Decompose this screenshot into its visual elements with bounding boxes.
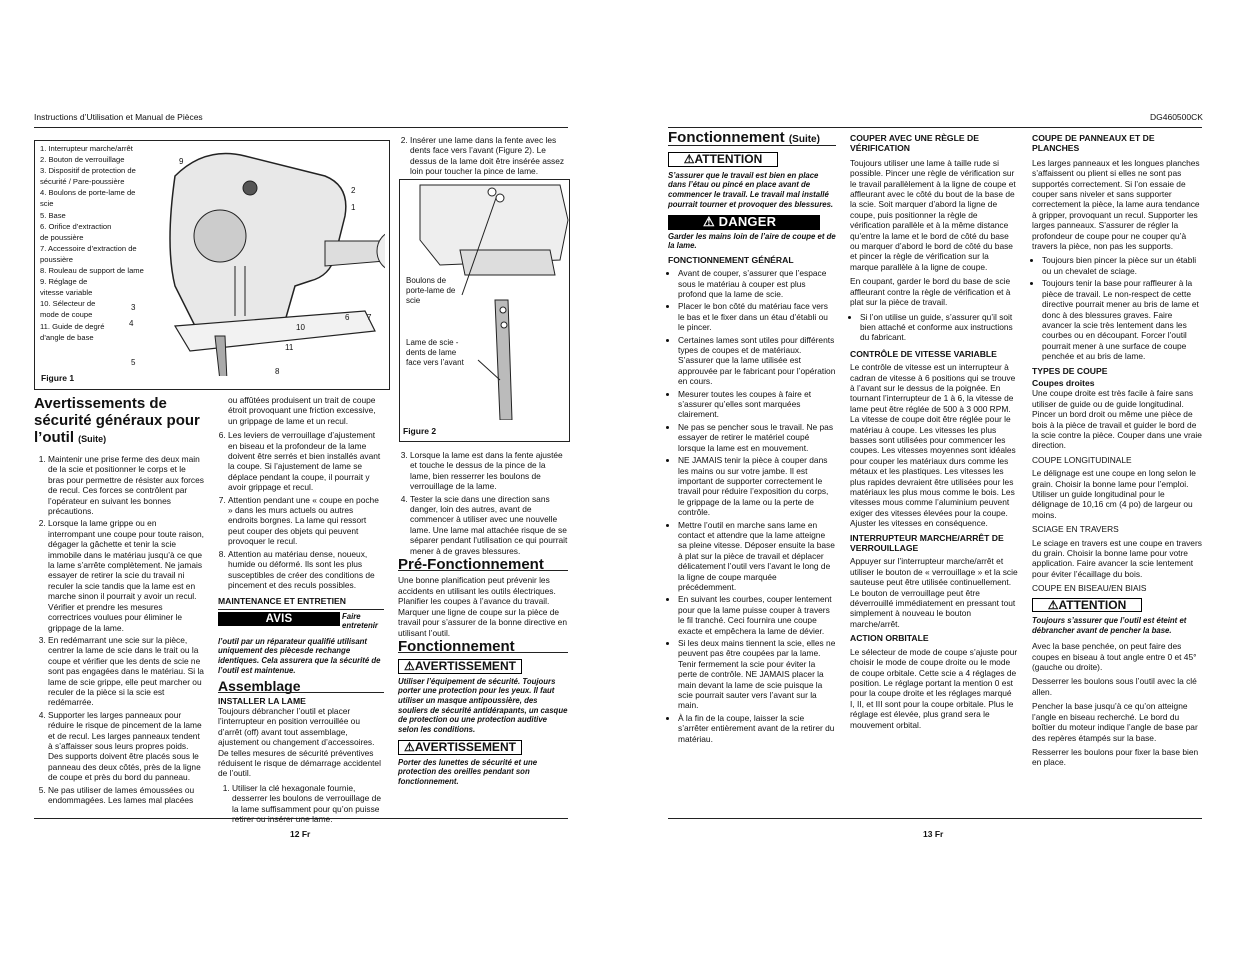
callout-11: 11 xyxy=(285,343,294,352)
col3-bottom: 3. Lorsque la lame est dans la fente ajustée et touche le dessus de la pince de la lame, bien resserrer les boulons de verrouillage de la lame. 4. Tester la scie dans une direction sans danger, loin des autres, avant de commencer à utiliser avec une nouvelle lame. Une lame mal attachée risque de se séparer pendant l’utilisation ce qui pourrait mener à de graves blessures. Pré-Fonctionnement Une bonne planification peut prévenir les accidents en utilisant les outils électriques. Planifier les coupes à l’avance du travail. Marquer une ligne de coupe sur la pièce de travail pour s’assurer de la bonne directive en utilisant l’outil. Fonctionnement ⚠AVERTISSEMENT Utiliser l’équipement de sécurité. Toujours porter une protection pour les yeux. Il faut utiliser un masque antipoussière, des souliers de sécurité antidérapants, un casque de protection ou une protection auditive selon les conditions. ⚠AVERTISSEMENT Porter des lunettes de sécurité et une protection des oreilles pendant son fonctionnement. xyxy=(398,450,568,786)
inter-title: INTERRUPTEUR MARCHE/ARRÊT DE VERROUILLAGE xyxy=(850,532,1004,554)
installer-steps: 1. Utiliser la clé hexagonale fournie, desserrer les boulons de verrouillage de la lame suffisamment pour qu’on puisse xyxy=(218,783,384,825)
avis-badge: AVIS xyxy=(218,612,340,626)
longi-title: COUPE LONGITUDINALE xyxy=(1032,454,1132,465)
regle-title: COUPER AVEC UNE RÈGLE DE VÉRIFICATION xyxy=(850,133,979,154)
biais-p4: Resserrer les boulons pour fixer la base bien en place. xyxy=(1032,746,1199,768)
general-title: FONCTIONNEMENT GÉNÉRAL xyxy=(668,254,794,265)
figure-2-bolts-label: Boulons de porte-lame de scie xyxy=(406,276,456,305)
prefonc-text: Une bonne planification peut prévenir les accidents en utilisant les outils électriques. Planifier les coupes à l’avance du travail. Marquer une ligne de coupe sur la pièce de travail pour s’assurer de la bonne directive en utilisant l’outil. xyxy=(398,575,567,638)
callout-1: 1 xyxy=(351,203,356,212)
biais-p1: Avec la base penchée, on peut faire des coupes en biseau à tout angle entre 0 et 45° (gauche ou droite). xyxy=(1032,641,1197,673)
longi-text: Le délignage est une coupe en long selon le grain. Choisir la bonne lame pour l’emploi. Utiliser un guide longitudinal pour le délignage de 10,16 cm (4 po) de largeur ou moins. xyxy=(1032,468,1196,520)
types-title: TYPES DE COUPE xyxy=(1032,365,1108,376)
figure-2-blade-label: Lame de scie - dents de lame face vers l’avant xyxy=(406,338,464,367)
panneaux-text: Les larges panneaux et les longues planches s’affaissent ou plient si elles ne sont pas supportés correctement. Si l’on essaie de couper sans niveler et sans supporter correctement la pièce, la lame aura tendance à gripper, provoquant un recul. Supporter les larges panneaux. S’assurer de régler la profondeur de coupe pour ne couper qu’à travers la pièce, non pas les supports. xyxy=(1032,157,1200,252)
callout-8: 8 xyxy=(275,367,280,376)
callout-9: 9 xyxy=(179,157,184,166)
regle-p2: En coupant, garder le bord du base de scie affleurant contre la règle de vérification et à plat sur la pièce de travail. xyxy=(850,276,1011,308)
safety-title: Avertissements de sécurité généraux pour l’outil (Suite) xyxy=(34,395,200,446)
droites-title: Coupes droites xyxy=(1032,377,1095,388)
callout-10: 10 xyxy=(296,323,305,332)
callout-2: 2 xyxy=(351,186,356,195)
assemblage-title: Assemblage xyxy=(218,681,384,692)
installer-title: INSTALLER LA LAME xyxy=(218,695,306,706)
header-rule-right xyxy=(668,127,1202,128)
callout-4: 4 xyxy=(129,319,134,328)
general-list: • Avant de couper, s’assurer que l’espace sous le matériau à couper est plus profond que la lame de scie. • Placer le bon côté du matériau face vers le bas et le fixer dans un étau d’établi ou le pincer. • Certaines lames sont utiles pour différents types de coupes et de matériaux. S’assurer que la lame utilisée est approuvée par le fabricant pour l’opération en cours. • Mesurer toutes les coupes à faire et s’assurer qu’elles sont marquées clairement. • Ne pas se pencher sous le travail. Ne pas essayer de retirer le matériel coupé lorsque la lame est en mouvement. • NE JAMAIS tenir la pièce à couper dans les mains ou sur votre jambe. Il est important de supporter correctement le travail pour réduire l’exposition du corps, le grippage de la lame ou la perte de contrôle. • Mettre l’outil en marche sans lame en contact et attendre que la lame atteigne sa pleine vitesse. Déposer ensuite la base à plat sur la pièce de travail et déplacer délicatement l’outil vers l’avant le long de la ligne de coupe marquée précédemment. • En suivant les courbes, couper lentement pour que la lame puisse couper à travers le fil tranché. Ceci fournira une coupe exacte et empêchera la lame de dévier. • Si les deux mains tiennent la scie, elles ne peuvent pas être coupées par la lame. Tenir fermement la scie pour éviter la perte de contrôle. NE JAMAIS placer la main devant la lame de scie puisque la scie pourrait sauter vers l’avant sur la main. • À la fin de la coupe, laisser la scie s’arrêter entièrement avant de la retirer du matériau. xyxy=(668,268,836,744)
danger-badge: ⚠ DANGER xyxy=(668,215,820,229)
attention-text-1: S’assurer que le travail est bien en place dans l’étau ou pincé en place avant de commencer le travail. Le travail mal installé pourrait tourner et provoquer des blessures. xyxy=(668,170,834,209)
travers-text: Le sciage en travers est une coupe en travers du grain. Choisir la bonne lame pour votre application. Faire avancer la scie lentement pour éviter l’écaillage du bois. xyxy=(1032,537,1202,579)
page-number-right: 13 Fr xyxy=(923,829,944,839)
callout-5: 5 xyxy=(131,358,136,367)
avertissement-text-1: Utiliser l’équipement de sécurité. Toujours porter une protection pour les yeux. Il faut utiliser un masque antipoussière, des souliers de sécurité antidérapants, un casque de protection ou une protection auditive selon les conditions. xyxy=(398,676,568,734)
orbitale-title: ACTION ORBITALE xyxy=(850,633,929,644)
vitesse-text: Le contrôle de vitesse est un interrupteur à cadran de vitesse à 6 positions qui se trouve à l’avant sur le dessus de la poignée. En tournant l’interrupteur de 1 à 6, la vitesse de lame peut être réglée de 500 à 3 000 RPM. La vitesse de coupe doit être réglée pour le matériau à coupe. Les vitesses les plus basses sont utilisées pour commencer les coupes. Les vitesses moyennes sont idéales pour couper les matériaux durs comme les métaux et les plastiques. Les vitesses les plus rapides devraient être utilisées pour les matériaux les plus mous comme le bois. Les vitesses mous comme l’aluminium peuvent exiger des vitesses élevées pour la coupe. Ajuster les vitesses en conséquence. xyxy=(850,362,1016,529)
avertissement-badge-1: ⚠AVERTISSEMENT xyxy=(398,659,522,673)
danger-text: Garder les mains loin de l’aire de coupe et de la lame. xyxy=(668,231,836,251)
orbitale-text: Le sélecteur de mode de coupe s’ajuste pour choisir le mode de coupe droite ou le mode de coupe orbitale. Cette scie a 4 réglages de position. Le réglage portant la mention 0 est pour la coupe droite et les réglages marqué I, II, et III sont pour la coupe orbitale. Plus le réglage est élevée, plus grand sera le mouvement orbital. xyxy=(850,646,1018,730)
col2: ou affûtées produisent un trait de coupe étroit provoquant une friction excessive, un grippage de lame et un recul. 6. Les leviers de verrouillage d’ajustement en biseau et la profondeur de la lame doivent être serrés et bien installés avant la coupe. Si l’ajustement de lame se déplace pendant la coupe, il pourrait y avoir grippage et recul. 7. Attention pendant une « coupe en poche » dans les murs actuels ou autres endroits borgnes. La lame qui ressort peut couper des objets qui peuvent provoquer le recul. 8. Attention au matériau dense, noueux, humide ou déformé. Ils sont les plus susceptibles de créer des conditions de pincement et des reculs possibles. MAINTENANCE ET ENTRETIEN AVIS Faire entretenir l’outil par un réparateur qualifié utilisant uniquement des piècesde rechange identiques. Cela assurera que la sécurité de l’outil est maintenue. Assemblage INSTALLER LA LAME Toujours débrancher l’outil et placer l’interrupteur en position verrouillée ou d’arrêt (off) avant tout assemblage, ajustement ou changement d’accessoires. De telles mesures de sécurité préventives réduisent le risque de démarrage accidentel de l’outil. 1. Utiliser la clé hexagonale fournie, desserrer les boulons de verrouillage de la lame suffisamment pour qu’on puisse xyxy=(218,395,384,826)
maintenance-title: MAINTENANCE ET ENTRETIEN xyxy=(218,596,346,607)
installer-text: Toujours débrancher l’outil et placer l’interrupteur en position verrouillée ou d’arrêt (off) avant tout assemblage, ajustement ou changement d’accessoires. De telles mesures de sécurité préventives réduisent le risque de démarrage accidentel de l’outil. xyxy=(218,705,381,779)
avertissement-badge-2: ⚠AVERTISSEMENT xyxy=(398,740,522,754)
avis-side-text: Faire entretenir xyxy=(342,611,378,631)
callout-6: 6 xyxy=(345,313,350,322)
droites-text: Une coupe droite est très facile à faire sans utiliser de guide ou de guide longitudinal. Pincer un bord droit ou même une pièce de bois à la pièce de travail et guider le bord de la scie contre la pièce. Couper dans une vraie direction. xyxy=(1032,388,1202,451)
biais-title: COUPE EN BISEAU/EN BIAIS xyxy=(1032,583,1147,594)
fonc-title-right: Fonctionnement (Suite) xyxy=(668,133,836,146)
page-number-left: 12 Fr xyxy=(290,829,311,839)
vitesse-title: CONTRÔLE DE VITESSE VARIABLE xyxy=(850,348,997,359)
header-right: DG460500CK xyxy=(1150,112,1203,122)
footer-rule-left xyxy=(34,818,568,819)
regle-p1: Toujours utiliser une lame à taille rude si possible. Pincer une règle de vérification sur le travail parallèlement à la ligne de coupe et affleurant avec le côté du bout de la base de la scie. Soit marquer d’abord la ligne de coupe, puis positionner la règle de vérification parallèle et à la même distance qu’entre la lame et le bord de côté du base ou marquer d’abord le bord de côté du base et pincer la règle de vérification sur la marque parallèle à la ligne de coupe. xyxy=(850,157,1016,272)
attention-text-2: Toujours s’assurer que l’outil est éteint et débrancher avant de pencher la base. xyxy=(1032,616,1187,635)
figure-2-caption: Figure 2 xyxy=(403,426,437,436)
safety-list: 1. Maintenir une prise ferme des deux main de la scie et positionner le corps et le bras pour permettre de résister aux forces de recul. Ces forces se contrôlent par l’opérateur en suivant les bonnes précautions. 2. Lorsque la lame grippe ou en interrompant une coupe pour toute raison, dégager la gâchette et tenir la scie immobile dans le matériau jusqu’à ce que la lame s’arrête complètement. Ne jamais essayer de retirer la scie du travail ni reculer la scie tandis que la lame est en marche sinon il pourrait y avoir un recul. Vérifier et prendre les mesures correctrices voulues pour éliminer le grippage de la lame. 3. En redémarrant une scie sur la pièce, centrer la lame de scie dans le trait ou la coupe et vérifier que les dents de scie ne sont pas engagées dans le matériau. Si la lame de scie grippe, elle peut marcher ou reculer de la pièce si la scie est redémarrée. 4. Supporter les larges panneaux pour réduire le risque de pincement de la lame et de recul. Les larges panneaux tendent à s’affaisser sous leurs propres poids. Des supports doivent être placés sous le panneau des deux côtés, près de la ligne de coupe et près du bord du panneau. 5. Ne pas utiliser de lames émoussées ou endommagées. Les lames mal placées xyxy=(34,454,204,805)
attention-badge-2: ⚠ATTENTION xyxy=(1032,598,1142,612)
header-left: Instructions d’Utilisation et Manual de Pièces xyxy=(34,112,203,122)
callout-3: 3 xyxy=(131,303,136,312)
panneaux-title: COUPE DE PANNEAUX ET DE PLANCHES xyxy=(1032,133,1155,154)
right-col2: COUPER AVEC UNE RÈGLE DE VÉRIFICATION Toujours utiliser une lame à taille rude si possible. Pincer une règle de vérification sur le travail parallèlement à la ligne de coupe et affleurant avec le côté du bout de la base de la scie. Soit marquer d’abord la ligne de coupe, puis positionner la règle de vérification parallèle et à la même distance qu’entre la lame et le bord de côté du base ou marquer d’abord le bord de côté du base et pincer la règle de vérification sur la marque parallèle à la ligne de coupe. En coupant, garder le bord du base de scie affleurant contre la règle de vérification et à plat sur la pièce de travail. • Si l’on utilise un guide, s’assurer qu’il soit bien attaché et conforme aux instructions du fabricant. CONTRÔLE DE VITESSE VARIABLE Le contrôle de vitesse est un interrupteur à cadran de vitesse à 6 positions qui se trouve à l’avant sur le dessus de la poignée. En tournant l’interrupteur de 1 à 6, la vitesse de lame peut être réglée de 500 à 3 000 RPM. La vitesse de coupe doit être réglée pour le matériau à coupe. Les vitesses les plus basses sont utilisées pour commencer les coupes. Les vitesses moyennes sont idéales pour couper les matériaux durs comme les métaux et les plastiques. Les vitesses les plus rapides devraient être utilisées pour les matériaux les plus mous comme le bois. Les vitesses mous comme l’aluminium peuvent exiger des vitesses élevées pour la coupe. Ajuster les vitesses en conséquence. INTERRUPTEUR MARCHE/ARRÊT DE VERROUILLAGE Appuyer sur l’interrupteur marche/arrêt et utiliser le bouton de « verrouillage » et la scie sauteuse peut être utilisée continuellement. Le bouton de verrouillage peut être déverrouillé immédiatement en pressant tout simplement à nouveau le bouton marche/arrêt. ACTION ORBITALE Le sélecteur de mode de coupe s’ajuste pour choisir le mode de coupe droite ou le mode de coupe orbitale. Cette scie a 4 réglages de position. Le réglage portant la mention 0 est pour la coupe droite et les réglages marqué I, II, et III sont pour la coupe orbitale. Plus le réglage est élevée, plus grand sera le mouvement orbital. xyxy=(850,133,1018,734)
prefonc-title: Pré-Fonctionnement xyxy=(398,560,568,571)
jigsaw-illustration xyxy=(135,146,385,376)
footer-rule-right xyxy=(668,818,1202,819)
biais-p3: Pencher la base jusqu’à ce qu’on atteigne l’angle en biseau recherché. Le bord du boîtier du moteur indique l’angle de base par des repères étampés sur la base. xyxy=(1032,701,1198,743)
panneaux-list: • Toujours bien pincer la pièce sur un établi ou un chevalet de sciage. • Toujours tenir la base pour raffleurer à la pièce de travail. Le non-respect de cette directive pourrait mener au bris de lame et donc à des blessures graves. Faire avancer la scie très lentement dans les courbes ou en découpant. Forcer l’outil pourrait mener à une surface de coupe penchée et au bris de lame. xyxy=(1032,255,1202,361)
avis-text: l’outil par un réparateur qualifié utilisant uniquement des piècesde rechange identiques. Cela assurera que la sécurité de l’outil est maintenue. xyxy=(218,636,381,675)
figure-1 xyxy=(34,140,390,390)
right-col3 xyxy=(1032,133,1202,772)
figure-2 xyxy=(399,179,570,442)
col3-top: 2. Insérer une lame dans la fente avec les dents face vers l’avant (Figure 2). Le dessus de la lame doit être insérée assez loin pour toucher la pince de lame. xyxy=(398,135,568,179)
travers-title: SCIAGE EN TRAVERS xyxy=(1032,524,1119,535)
right-col1 xyxy=(668,129,836,746)
figure-1-legend: 1. Interrupteur marche/arrêt 2. Bouton de verrouillage 3. Dispositif de protection de sécurité / Pare-poussière 4. Boulons de porte-lame de scie 5. Base 6. Orifice d’extraction de poussière 7. Accessoire d’extraction de poussière 8. Rouleau de support de lame 9. Réglage de vitesse variable 10. Sélecteur de mode de coupe 11. Guide de degré d’angle de base xyxy=(40,144,144,342)
safety-section xyxy=(34,395,204,807)
fonc-title-left: Fonctionnement xyxy=(398,642,568,653)
figure-1-caption: Figure 1 xyxy=(41,373,75,383)
callout-7: 7 xyxy=(367,313,372,322)
header-rule-left xyxy=(34,127,568,128)
inter-text: Appuyer sur l’interrupteur marche/arrêt et utiliser le bouton de « verrouillage » et la scie sauteuse peut être utilisée continuellement. Le bouton de verrouillage peut être déverrouillé immédiatement en pressant tout simplement à nouveau le bouton marche/arrêt. xyxy=(850,556,1018,629)
attention-badge-1: ⚠ATTENTION xyxy=(668,152,778,166)
col2-list: 6. Les leviers de verrouillage d’ajustement en biseau et la profondeur de la lame doivent être serrés et bien installés avant la coupe. Si l’ajustement de lame se déplace pendant la coupe, il pourrait y avoir grippage et recul. 7. Attention pendant une « coupe en poche » dans les murs actuels ou autres endroits borgnes. La lame qui ressort peut couper des objets qui peuvent provoquer le recul. 8. Attention au matériau dense, noueux, humide ou déformé. Ils sont les plus susceptibles de créer des conditions de pincement et des reculs possibles. xyxy=(218,430,384,590)
biais-p2: Desserrer les boulons sous l’outil avec la clé allen. xyxy=(1032,676,1197,697)
avertissement-text-2: Porter des lunettes de sécurité et une protection des oreilles pendant son fonctionnement. xyxy=(398,757,538,786)
